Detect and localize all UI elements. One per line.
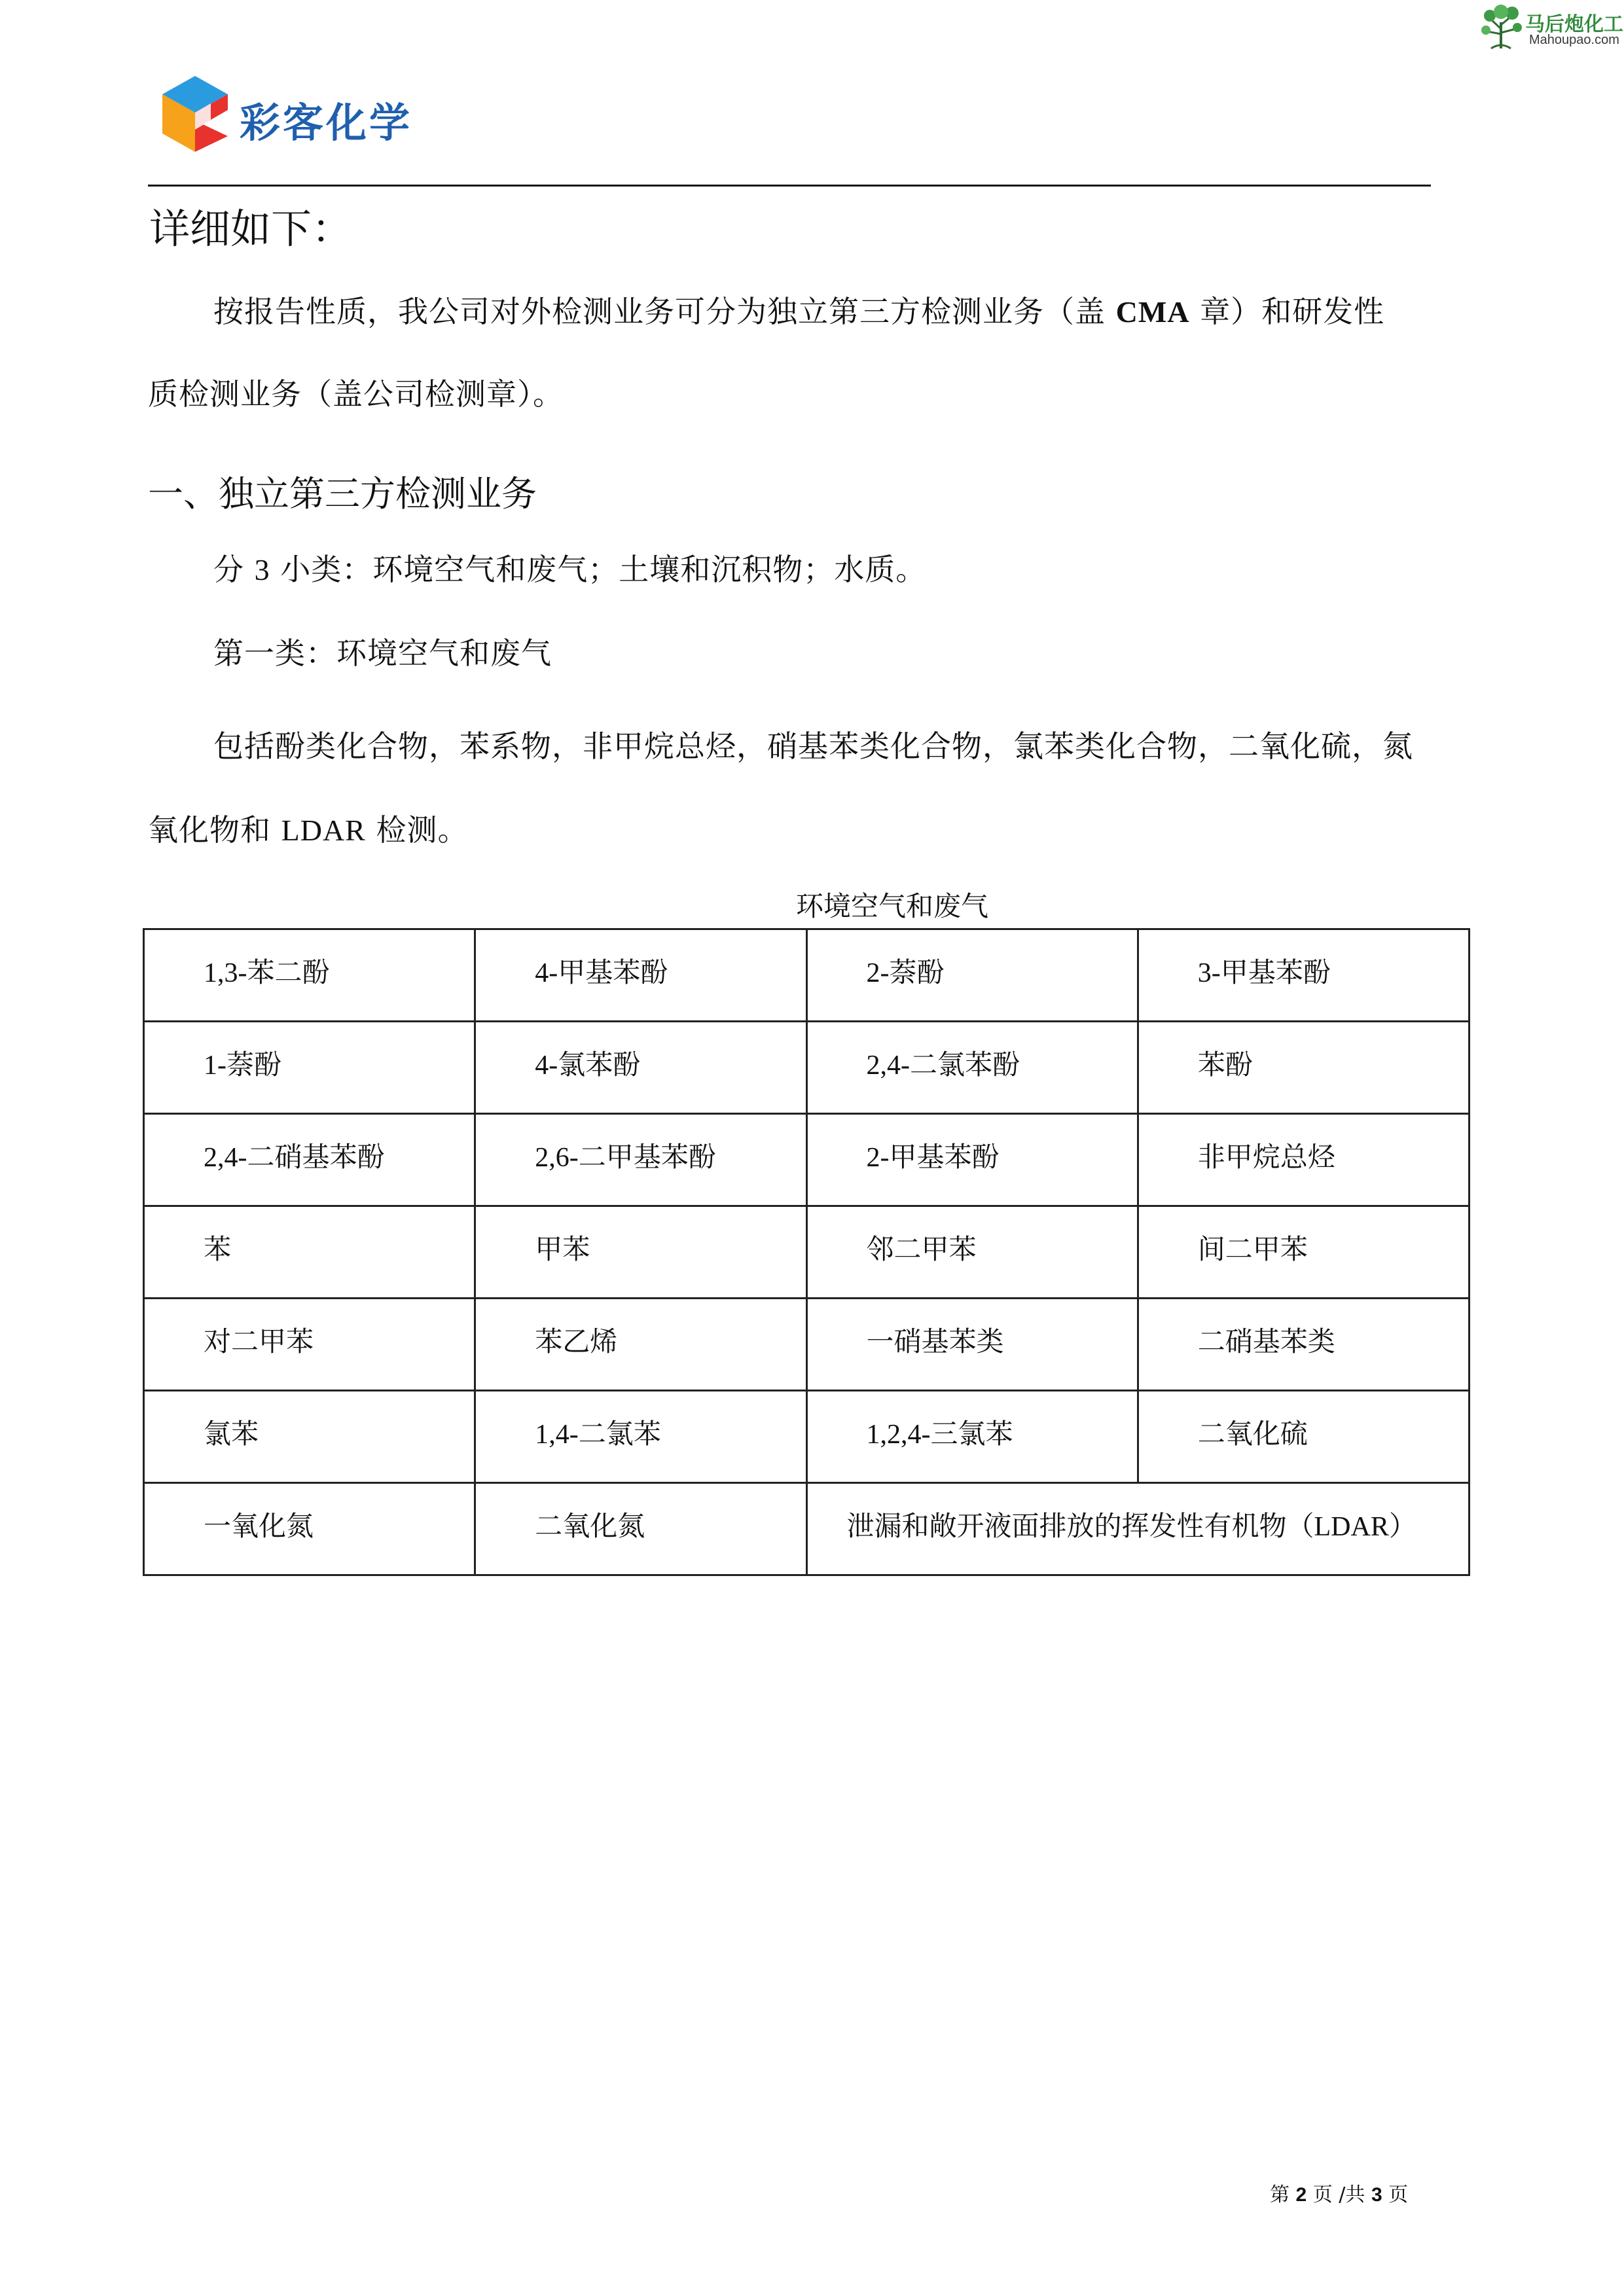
- table-cell: 2,6-二甲基苯酚: [475, 1114, 806, 1206]
- table-cell: 2-甲基苯酚: [806, 1114, 1138, 1206]
- table-cell: 氯苯: [144, 1391, 475, 1483]
- table-cell: 邻二甲苯: [806, 1206, 1138, 1299]
- table-cell: 3-甲基苯酚: [1138, 929, 1469, 1022]
- detection-items-table: [143, 928, 1470, 1576]
- page-footer: 第 2 页 /共 3 页: [1270, 2183, 1409, 2206]
- table-cell: 4-甲基苯酚: [475, 929, 806, 1022]
- tree-icon: [1478, 3, 1524, 50]
- table-row: [144, 1483, 1470, 1575]
- section-heading: 详细如下：: [149, 205, 353, 253]
- table-cell: 一氧化氮: [144, 1483, 475, 1575]
- header-rule: [148, 185, 1431, 187]
- table-row: [144, 1206, 1470, 1299]
- table-cell: 甲苯: [475, 1206, 806, 1299]
- category1-title: 第一类：环境空气和废气: [213, 636, 552, 671]
- table-cell: 2,4-二硝基苯酚: [144, 1114, 475, 1206]
- table-cell: 苯乙烯: [475, 1299, 806, 1391]
- table-cell: 1,4-二氯苯: [475, 1391, 806, 1483]
- table-row: [144, 1114, 1470, 1206]
- total-pages: 3: [1371, 2184, 1382, 2206]
- category1-description-line1: 包括酚类化合物，苯系物，非甲烷总烃，硝基苯类化合物，氯苯类化合物，二氧化硫，氮: [213, 728, 1413, 764]
- table-row: [144, 1299, 1470, 1391]
- logo-text: 彩客化学: [240, 99, 413, 147]
- table-caption: 环境空气和废气: [796, 890, 989, 922]
- category1-description-line2: 氧化物和 LDAR 检测。: [148, 812, 469, 848]
- watermark-title: 马后炮化工: [1525, 13, 1623, 36]
- table-cell: 1-萘酚: [144, 1022, 475, 1114]
- table-row: [144, 1391, 1470, 1483]
- table-cell: 二氧化氮: [475, 1483, 806, 1575]
- intro-paragraph-line1: 按报告性质，我公司对外检测业务可分为独立第三方检测业务（盖 CMA 章）和研发性: [213, 294, 1385, 329]
- intro-paragraph-line2: 质检测业务（盖公司检测章）。: [148, 376, 564, 412]
- cube-logo-icon: [157, 73, 233, 154]
- company-logo: [157, 73, 419, 158]
- cma-label: CMA: [1115, 295, 1190, 329]
- subclass-summary: 分 3 小类：环境空气和废气；土壤和沉积物；水质。: [213, 552, 927, 587]
- table-cell: 非甲烷总烃: [1138, 1114, 1469, 1206]
- table-cell: 对二甲苯: [144, 1299, 475, 1391]
- table-cell: 二硝基苯类: [1138, 1299, 1469, 1391]
- watermark-url: Mahoupao.com: [1529, 33, 1619, 47]
- table-row: [144, 929, 1470, 1022]
- table-cell: 1,2,4-三氯苯: [806, 1391, 1138, 1483]
- section1-title: 一、独立第三方检测业务: [148, 473, 537, 514]
- table-cell: 苯: [144, 1206, 475, 1299]
- table-cell-ldar: 泄漏和敞开液面排放的挥发性有机物（LDAR）: [806, 1483, 1470, 1575]
- watermark: [1478, 3, 1623, 55]
- table-cell: 1,3-苯二酚: [144, 929, 475, 1022]
- table-cell: 苯酚: [1138, 1022, 1469, 1114]
- current-page: 2: [1295, 2184, 1307, 2206]
- table-cell: 二氧化硫: [1138, 1391, 1469, 1483]
- table-cell: 4-氯苯酚: [475, 1022, 806, 1114]
- table-row: [144, 1022, 1470, 1114]
- table-cell: 间二甲苯: [1138, 1206, 1469, 1299]
- table-cell: 2-萘酚: [806, 929, 1138, 1022]
- table-cell: 一硝基苯类: [806, 1299, 1138, 1391]
- table-cell: 2,4-二氯苯酚: [806, 1022, 1138, 1114]
